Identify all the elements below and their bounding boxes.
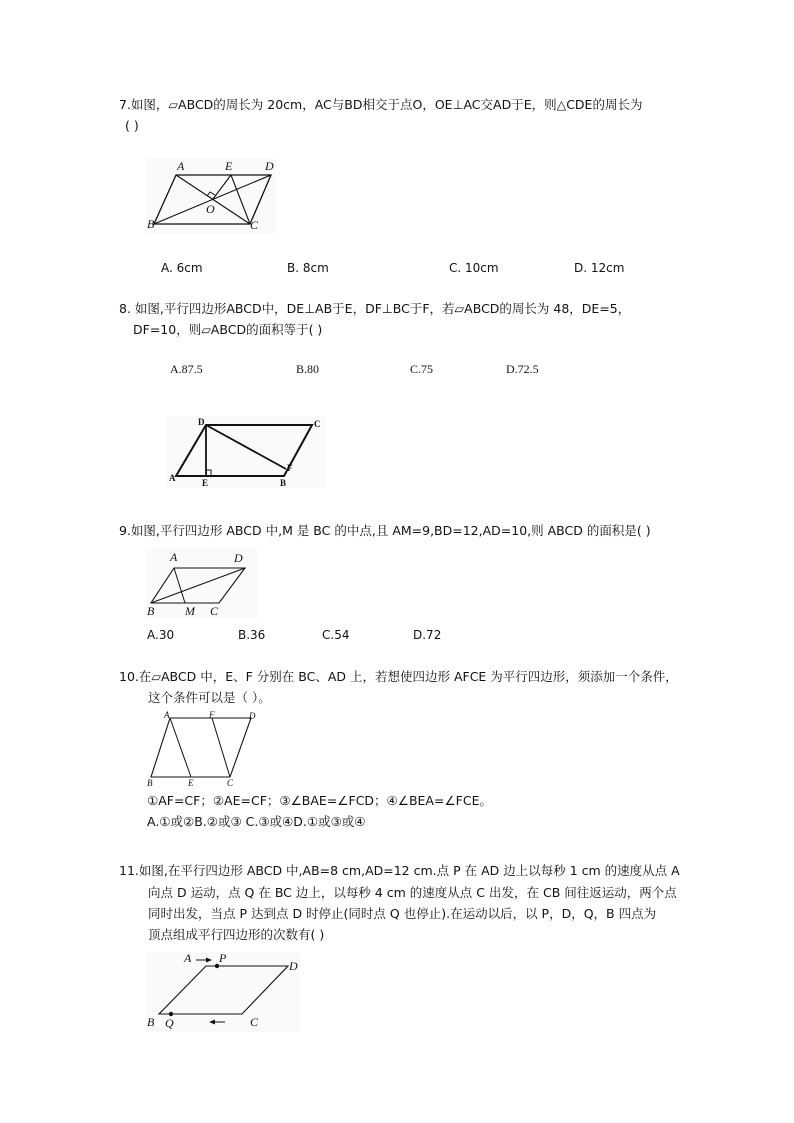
q10-segment-ae — [170, 718, 191, 777]
q11-stem-line2: 向点 D 运动，点 Q 在 BC 边上，以每秒 4 cm 的速度从点 C 出发，在 CB 间往返运动，两个点 — [148, 885, 677, 900]
q8-stem-line2: DF=10，则▱ABCD的面积等于( ) — [133, 322, 323, 337]
q8-option-b: B.80 — [296, 362, 320, 376]
q7-stem-line1: 7.如图，▱ABCD的周长为 20cm，AC与BD相交于点O，OE⊥AC交AD于E，则△CDE的周长为 — [119, 97, 643, 112]
q9-stem-line1: 9.如图,平行四边形 ABCD 中,M 是 BC 的中点,且 AM=9,BD=12,AD=10,则 ABCD 的面积是( ) — [119, 523, 651, 538]
q7-label-a: A — [177, 159, 185, 173]
q8-option-a: A.87.5 — [170, 362, 203, 376]
q7-label-e: E — [225, 159, 233, 173]
q10-conditions: ①AF=CF；②AE=CF；③∠BAE=∠FCD；④∠BEA=∠FCE。 — [147, 793, 492, 808]
q9-label-a: A — [170, 550, 178, 564]
q9-figure — [146, 548, 258, 618]
q11-figure — [146, 952, 300, 1032]
q11-label-a: A — [184, 951, 192, 965]
q9-label-m: M — [185, 604, 195, 618]
q8-label-a: A — [169, 473, 176, 483]
q11-label-b: B — [147, 1015, 155, 1029]
q7-label-c: C — [250, 218, 259, 232]
q10-label-e: E — [188, 778, 194, 788]
q7-option-b: B. 8cm — [287, 261, 329, 275]
q11-label-c: C — [250, 1015, 259, 1029]
q9-option-c: C.54 — [322, 628, 350, 642]
q7-label-d: D — [265, 159, 274, 173]
q8-option-d: D.72.5 — [506, 362, 539, 376]
q11-stem-line3: 同时出发，当点 P 达到点 D 时停止(同时点 Q 也停止).在运动以后，以 P，D，Q，B 四点为 — [148, 906, 657, 921]
q9-label-c: C — [210, 604, 219, 618]
q10-segment-fc — [212, 718, 230, 777]
q9-option-b: B.36 — [238, 628, 266, 642]
q11-label-p: P — [219, 951, 227, 965]
q8-figure — [166, 416, 326, 488]
q9-option-d: D.72 — [413, 628, 442, 642]
q11-stem-line1: 11.如图,在平行四边形 ABCD 中,AB=8 cm,AD=12 cm.点 P 在 AD 边上以每秒 1 cm 的速度从点 A — [119, 863, 680, 878]
q8-label-b: B — [280, 478, 287, 488]
q11-label-d: D — [289, 959, 298, 973]
q11-stem-line4: 顶点组成平行四边形的次数有( ) — [148, 927, 325, 942]
q10-label-a: A — [164, 710, 170, 720]
q7-answer-blank: ( ) — [125, 118, 139, 133]
q9-label-d: D — [234, 551, 243, 565]
q10-label-f: F — [209, 710, 215, 720]
q10-figure — [146, 710, 264, 790]
q9-label-b: B — [147, 604, 155, 618]
q10-choices: A.①或②B.②或③ C.③或④D.①或③或④ — [147, 814, 366, 829]
q7-option-a: A. 6cm — [161, 261, 203, 275]
q10-stem-line1: 10.在▱ABCD 中，E、F 分别在 BC、AD 上，若想使四边形 AFCE 为平行四边形，须添加一个条件， — [119, 669, 678, 684]
q8-label-d: D — [198, 417, 205, 427]
q7-label-o: O — [206, 202, 215, 216]
q7-option-c: C. 10cm — [449, 261, 499, 275]
q8-option-c: C.75 — [410, 362, 434, 376]
q11-label-q: Q — [165, 1016, 174, 1030]
q7-option-d: D. 12cm — [574, 261, 625, 275]
q10-label-c: C — [227, 778, 234, 788]
q10-label-d: D — [249, 711, 256, 721]
q7-label-b: B — [147, 217, 155, 231]
q10-parallelogram — [151, 718, 251, 777]
q9-option-a: A.30 — [147, 628, 175, 642]
q10-label-b: B — [147, 778, 153, 788]
q8-label-c: C — [314, 419, 321, 429]
q8-label-e: E — [202, 478, 209, 488]
q8-stem-line1: 8. 如图,平行四边形ABCD中，DE⊥AB于E，DF⊥BC于F，若▱ABCD的周长为 48，DE=5， — [119, 301, 631, 316]
q10-stem-line2: 这个条件可以是（ ）。 — [148, 690, 271, 705]
q8-label-f: F — [287, 463, 293, 473]
q7-figure — [146, 158, 276, 234]
